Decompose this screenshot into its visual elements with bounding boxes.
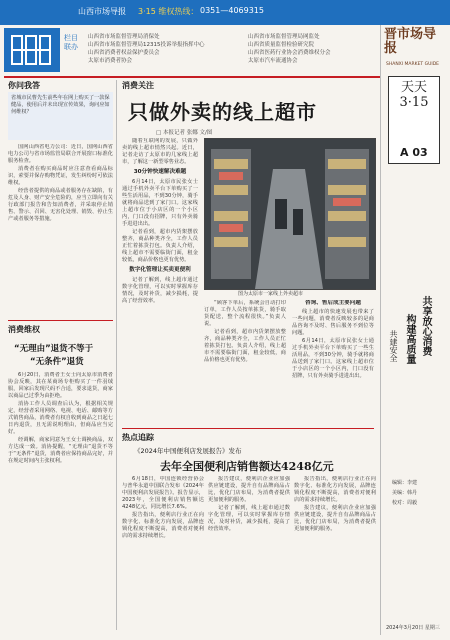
paper-name: 山西市场导报 xyxy=(78,7,126,16)
header-divider xyxy=(4,76,380,78)
report-body-col1 xyxy=(122,476,204,626)
qa-question: 省城市民曹先生前些年在网上购买了一款保健品，使用后并未出现宣传效果，询问应如何维权？ xyxy=(11,95,110,115)
subhead: 咨询、售后成主要问题 xyxy=(305,300,361,306)
section-divider xyxy=(122,428,374,429)
paragraph: 随着互联网的发展，只做外卖的线上超市悄然兴起。近日，记者走访了太原市的几家线上超市，了解这一新型零售业态。 xyxy=(122,138,198,165)
paragraph: 经营者提供的商品或者服务存在缺陷，有危及人身、财产安全危险的，应当立即向有关行政部门报告和告知消费者，并采取停止销售、警示、召回、无害化处理、销毁、停止生产或者服务等措施。 xyxy=(8,188,113,222)
side-slogan-1: 共享放心消费 xyxy=(420,296,431,356)
main-headline: 只做外卖的线上超市 xyxy=(128,100,317,124)
sponsor-item: 山西省质量监督检验研究院 xyxy=(248,42,315,48)
sponsor-item: 山西省医药行业协会消费维权分会 xyxy=(248,50,331,56)
paragraph: 6月20日，消费者王女士向太原市消费者协会反映，其在某商场专柜购买了一件羽绒服，回家后发现尺码不合适，要求退货，商家以商品已过季为由拒绝。 xyxy=(8,372,113,399)
main-article-col3 xyxy=(292,300,374,424)
issue-date: 2024年3月20日 星期三 xyxy=(386,625,440,631)
rights-article-body xyxy=(8,372,113,626)
brand-subtitle: SHANXI MARKET GUIDE xyxy=(386,62,440,67)
paragraph: 6月14日，太原市民张女士通过手机外卖平台下单购买了一些生活用品，不到30分钟，骑手就将商品送到了家门口。这家线上超市位于小店区的一个小区内，门口没有招牌，只有外卖骑手进进出出。 xyxy=(122,179,198,227)
main-article-col1 xyxy=(122,138,198,424)
rights-headline-line1: “无理由”退货不等于 xyxy=(14,344,94,354)
subhead: 数字化管理让买卖更便利 xyxy=(129,267,191,273)
paragraph: 记者了解到，线上超市通过数字化管理，可以实时掌握库存情况，及时补货，减少损耗，提高了经营效率。 xyxy=(122,277,198,304)
column-logo-icon xyxy=(10,32,54,68)
paragraph: 线上超市的快速发展也带来了一些问题，消费者反映较多的是商品咨询不及时、售后服务不到位等问题。 xyxy=(292,309,374,336)
qa-answer-body xyxy=(8,144,113,316)
paragraph: 报告指出，便利店行业正在向数字化、标准化方向发展，品牌连锁化程度不断提高，消费者对便利店的需求持续增长。 xyxy=(122,512,204,539)
page-badge-slogan: 天天3·15 xyxy=(399,80,429,110)
section-title-focus: 消费关注 xyxy=(122,81,154,90)
subhead: 30分钟快速解决难题 xyxy=(133,169,187,175)
editor-line: 校对：周毅 xyxy=(392,500,418,506)
report-subheadline: 《2024年中国便利店发展报告》发布 xyxy=(134,447,242,455)
editor-line: 编辑：李建 xyxy=(392,480,418,486)
paragraph: 报告建议，便利店企业应加强供应链建设，提升自有品牌商品占比，优化门店布局，为消费者提供更加便利的服务。 xyxy=(208,476,290,503)
photo-caption: 图为太原市一家线上外卖超市 xyxy=(238,291,304,297)
hotline-label: 3·15 维权热线： xyxy=(138,7,199,16)
section-divider xyxy=(8,320,113,321)
hotline-phone: 0351—4069315 xyxy=(200,6,264,15)
side-slogan-3: 共建安全 xyxy=(389,330,398,362)
paragraph: 记者了解到，线上超市通过数字化管理，可以实时掌握库存情况，及时补货，减少损耗，提高了经营效率。 xyxy=(208,505,290,532)
photo-image xyxy=(205,139,375,289)
sponsor-list xyxy=(88,26,388,72)
sponsor-item: 山西省市场监督管理局网监处 xyxy=(248,34,320,40)
editor-line: 美编：韩丹 xyxy=(392,490,418,496)
paragraph: 报告指出，便利店行业正在向数字化、标准化方向发展，品牌连锁化程度不断提高，消费者对便利店的需求持续增长。 xyxy=(294,476,376,503)
paragraph: 6月14日，太原市民张女士通过手机外卖平台下单购买了一些生活用品，不到30分钟，骑手就将商品送到了家门口。这家线上超市位于小店区的一个小区内，门口没有招牌，只有外卖骑手进进出出。 xyxy=(292,338,374,379)
sponsor-item: 山西省市场监督管理局12315投诉举报指挥中心 xyxy=(88,42,205,48)
side-slogan-2: 构建高质量 xyxy=(404,314,415,364)
editor-info xyxy=(392,478,417,508)
sponsor-item: 山西省市场监督管理局消保处 xyxy=(88,34,160,40)
report-body-col2 xyxy=(208,476,290,626)
page-number: A 03 xyxy=(400,146,428,159)
sponsor-item: 山西省消费者权益保护委员会 xyxy=(88,50,160,56)
right-divider xyxy=(380,25,381,635)
column-divider xyxy=(116,80,117,630)
paragraph: 记者看到，超市内货架摆放整齐，商品种类齐全，工作人员正忙着拣货打包。负责人介绍，线上超市不需要临街门面，租金较低，商品价格也更有优势。 xyxy=(122,229,198,263)
sponsor-item: 太原市消费者协会 xyxy=(88,58,133,64)
paragraph: 消费者在购买商品时应注意查看商品标识，索要并保存购物凭证，发生纠纷时可依法维权。 xyxy=(8,166,113,186)
report-body-col3 xyxy=(294,476,376,626)
paragraph: 国网山西省电力公司：近日，国网山西省电力公司与省市场监管局联合开展窗口标准化服务检查。 xyxy=(8,144,113,164)
section-title-rights: 消费维权 xyxy=(8,325,40,334)
supermarket-photo xyxy=(204,138,376,290)
section-title-qa: 你问我答 xyxy=(8,81,40,90)
main-article-col2 xyxy=(204,300,286,424)
byline: □ 本报记者 张娜 文/图 xyxy=(156,130,213,136)
paragraph: 6月18日，中国连锁经营协会与普华永道中国联合发布《2024年中国便利店发展报告》。报告显示，2023年，全国便利店销售额达4248亿元，同比增长7.6%。 xyxy=(122,476,204,510)
report-headline: 去年全国便利店销售额达4248亿元 xyxy=(160,460,334,473)
paragraph: 经调解，商家同意为王女士调换商品，双方达成一致。消协提醒，“无理由”退货不等于“无条件”退货，消费者应保持商品完好，并在规定时间内主张权利。 xyxy=(8,437,113,464)
column-label: 栏目联办 xyxy=(64,34,78,51)
rights-headline-line2: “无条件”退货 xyxy=(30,357,84,367)
column-logo xyxy=(4,28,60,72)
sponsor-item: 太原市汽车流通协会 xyxy=(248,58,298,64)
paragraph: 消协工作人员调查后认为，根据相关规定，经营者采用网络、电视、电话、邮购等方式销售商品，消费者有权自收到商品之日起七日内退货，且无需说明理由，但商品应当完好。 xyxy=(8,401,113,435)
paragraph: 记者看到，超市内货架摆放整齐，商品种类齐全，工作人员正忙着拣货打包。负责人介绍，线上超市不需要临街门面，租金较低，商品价格也更有优势。 xyxy=(204,329,286,363)
section-title-trace: 热点追踪 xyxy=(122,433,154,442)
top-banner xyxy=(0,0,450,25)
brand-name: 晋市场导报 xyxy=(384,27,437,56)
paragraph: 报告建议，便利店企业应加强供应链建设，提升自有品牌商品占比，优化门店布局，为消费者提供更加便利的服务。 xyxy=(294,505,376,532)
qa-question-box xyxy=(8,92,113,140)
paragraph: “顾客下单后，系统会自动打印订单，工作人员按单拣货，骑手取货配送，整个流程很快。”负责人说。 xyxy=(204,300,286,327)
